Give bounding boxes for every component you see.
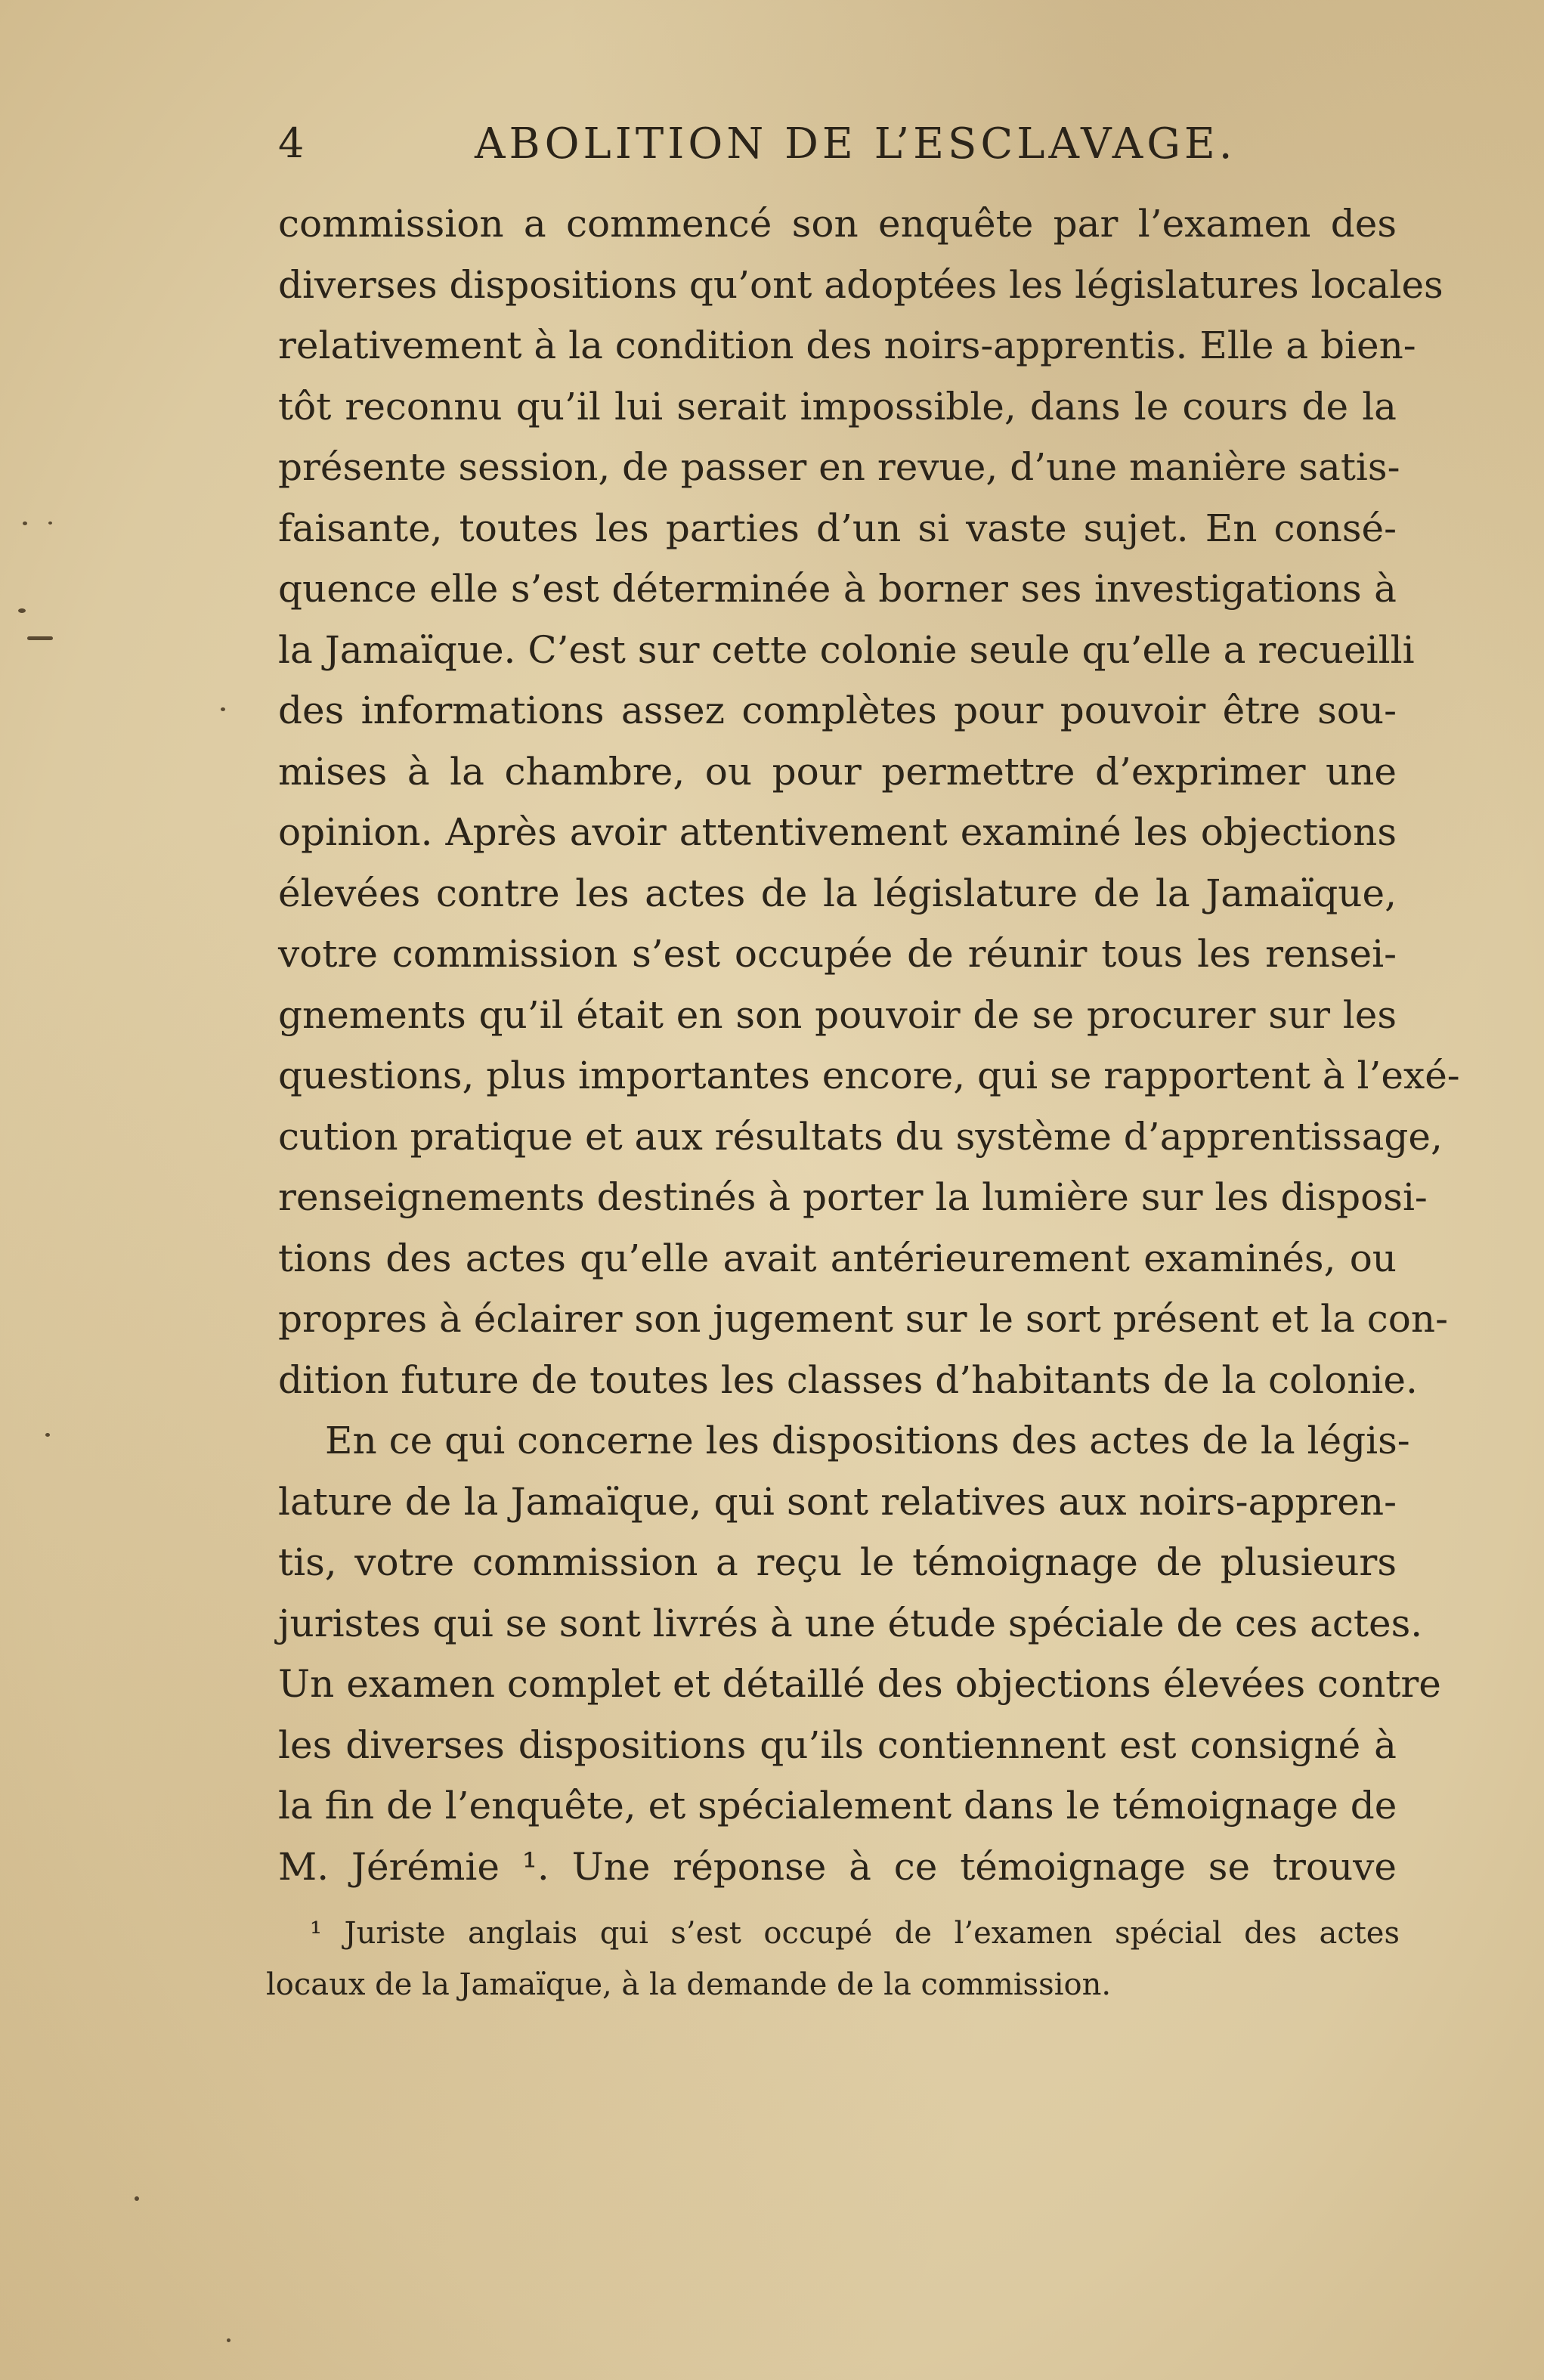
text-line: lature de la Jamaïque, qui sont relatives aux noirs-appren- xyxy=(278,1479,1397,1524)
text-line: la Jamaïque. C’est sur cette colonie seule qu’elle a recueilli xyxy=(278,627,1415,672)
text-line: tions des actes qu’elle avait antérieurement examinés, ou xyxy=(278,1236,1397,1280)
page-header xyxy=(278,119,1397,174)
running-title: ABOLITION DE L’ESCLAVAGE. xyxy=(475,119,1236,169)
text-line: Un examen complet et détaillé des objections élevées contre xyxy=(278,1662,1441,1706)
paper-speck xyxy=(227,2338,231,2342)
text-line: présente session, de passer en revue, d’une manière satis- xyxy=(278,445,1400,489)
text-line: relativement à la condition des noirs-apprentis. Elle a bien- xyxy=(278,323,1416,367)
text-line: élevées contre les actes de la législature de la Jamaïque, xyxy=(278,871,1397,915)
footnote xyxy=(266,1908,1400,2010)
text-line: quence elle s’est déterminée à borner ses investigations à xyxy=(278,567,1397,611)
text-line: dition future de toutes les classes d’habitants de la colonie. xyxy=(278,1357,1418,1402)
text-line: diverses dispositions qu’ont adoptées les législatures locales xyxy=(278,262,1443,307)
paper-speck xyxy=(221,707,225,711)
text-line: tis, votre commission a reçu le témoignage de plusieurs xyxy=(278,1540,1397,1584)
paper-speck xyxy=(27,636,53,640)
text-line: mises à la chambre, ou pour permettre d’exprimer une xyxy=(278,749,1397,794)
text-line: questions, plus importantes encore, qui se rapportent à l’exé- xyxy=(278,1054,1460,1097)
paper-speck xyxy=(135,2196,139,2201)
text-line-paragraph-start: En ce qui concerne les dispositions des actes de la légis- xyxy=(325,1419,1410,1462)
paper-speck xyxy=(45,1433,50,1437)
text-line: tôt reconnu qu’il lui serait impossible, dans le cours de la xyxy=(278,384,1397,429)
paper-speck xyxy=(48,521,52,525)
text-line: opinion. Après avoir attentivement examiné les objections xyxy=(278,810,1397,854)
paper-speck xyxy=(23,521,27,525)
text-line: faisante, toutes les parties d’un si vaste sujet. En consé- xyxy=(278,506,1397,550)
text-line: M. Jérémie ¹. Une réponse à ce témoignage se trouve xyxy=(278,1844,1397,1889)
paper-speck xyxy=(18,608,26,613)
text-line: votre commission s’est occupée de réunir tous les rensei- xyxy=(278,932,1397,976)
text-line: cution pratique et aux résultats du système d’apprentissage, xyxy=(278,1114,1443,1159)
text-line: commission a commencé son enquête par l’examen des xyxy=(278,202,1397,246)
footnote-line: ¹ Juriste anglais qui s’est occupé de l’examen spécial des actes xyxy=(310,1916,1400,1951)
footnote-line: locaux de la Jamaïque, à la demande de la commission. xyxy=(266,1967,1112,2002)
text-line: gnements qu’il était en son pouvoir de se procurer sur les xyxy=(278,992,1397,1037)
page-number: 4 xyxy=(278,119,306,167)
text-line: la fin de l’enquête, et spécialement dans le témoignage de xyxy=(278,1784,1397,1828)
text-line: les diverses dispositions qu’ils contiennent est consigné à xyxy=(278,1722,1397,1767)
body-text xyxy=(278,193,1460,1897)
text-line: propres à éclairer son jugement sur le sort présent et la con- xyxy=(278,1297,1448,1341)
text-line: renseignements destinés à porter la lumière sur les disposi- xyxy=(278,1175,1428,1219)
text-line: des informations assez complètes pour pouvoir être sou- xyxy=(278,689,1397,732)
text-line: juristes qui se sont livrés à une étude spéciale de ces actes. xyxy=(278,1601,1423,1645)
